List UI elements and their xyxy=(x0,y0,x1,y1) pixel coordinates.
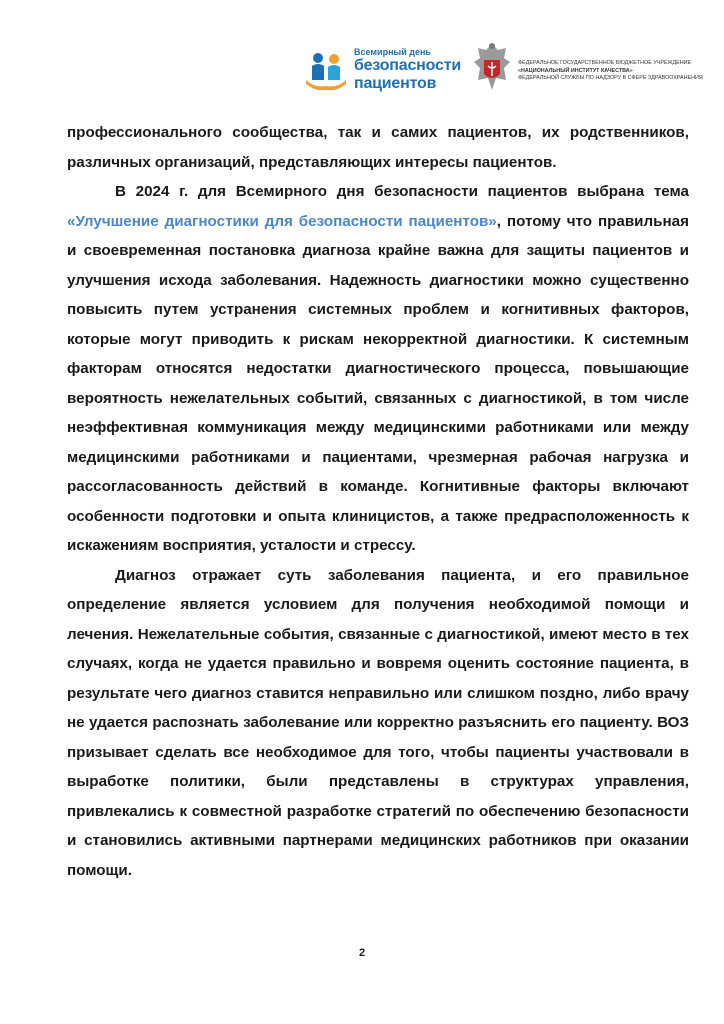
logo-line-2: безопасности xyxy=(354,57,461,74)
paragraph-theme xyxy=(67,177,689,561)
coat-of-arms-emblem-icon xyxy=(472,40,512,96)
paragraph-theme-intro: В 2024 г. для Всемирного дня безопасности пациентов выбрана тема xyxy=(115,183,689,200)
institute-line-1: ФЕДЕРАЛЬНОЕ ГОСУДАРСТВЕННОЕ БЮДЖЕТНОЕ УЧРЕЖДЕНИЕ xyxy=(518,60,692,66)
institute-name xyxy=(518,60,718,83)
national-quality-institute-logo xyxy=(470,38,710,98)
patients-hands-icon xyxy=(304,50,348,90)
campaign-theme-title: «Улучшение диагностики для безопасности пациентов» xyxy=(67,212,497,230)
logo-line-3: пациентов xyxy=(354,75,437,92)
paragraph-continuation: профессионального сообщества, так и самих пациентов, их родственников, различных организаций, представляющих интересы пациентов. xyxy=(67,124,689,171)
paragraph-theme-rest: , потому что правильная и своевременная постановка диагноза крайне важна для защиты пациентов и улучшения исхода заболевания. Надежность диагностики можно существенно повысить путем устранения системных проблем и когнитивных факторов, которые могут приводить к рискам некорректной диагностики. К системным факторам относятся недостатки диагностического процесса, повышающие вероятность нежелательных событий, связанных с диагностикой, в том числе неэффективная коммуникация между медицинскими работниками или между медицинскими работниками и пациентами, чрезмерная рабочая нагрузка и рассогласованность действий в команде. Когнитивные факторы включают особенности подготовки и опыта клиницистов, а также предрасположенность к искажениям восприятия, усталости и стрессу. xyxy=(67,212,689,554)
institute-line-2: «НАЦИОНАЛЬНЫЙ ИНСТИТУТ КАЧЕСТВА» xyxy=(518,67,633,74)
world-patient-safety-day-logo xyxy=(304,44,464,94)
logo-line-1: Всемирный день xyxy=(354,47,431,57)
page-header xyxy=(300,38,710,98)
institute-line-3: ФЕДЕРАЛЬНОЙ СЛУЖБЫ ПО НАДЗОРУ В СФЕРЕ ЗДРАВООХРАНЕНИЯ xyxy=(518,75,703,81)
page-number: 2 xyxy=(358,947,366,959)
paragraph-diagnosis: Диагноз отражает суть заболевания пациента, и его правильное определение является условием для получения необходимой помощи и лечения. Нежелательные события, связанные с диагностикой, имеют место в тех случаях, когда не удается правильно и вовремя оценить состояние пациента, в результате чего диагноз ставится неправильно или слишком поздно, либо врачу не удается распознать заболевание или корректно разъяснить его пациенту. ВОЗ призывает сделать все необходимое для того, чтобы пациенты участвовали в выработке политики, были представлены в структурах управления, привлекались к совместной разработке стратегий по обеспечению безопасности и становились активными партнерами медицинских работников при оказании помощи. xyxy=(67,566,689,879)
document-body xyxy=(67,118,689,885)
